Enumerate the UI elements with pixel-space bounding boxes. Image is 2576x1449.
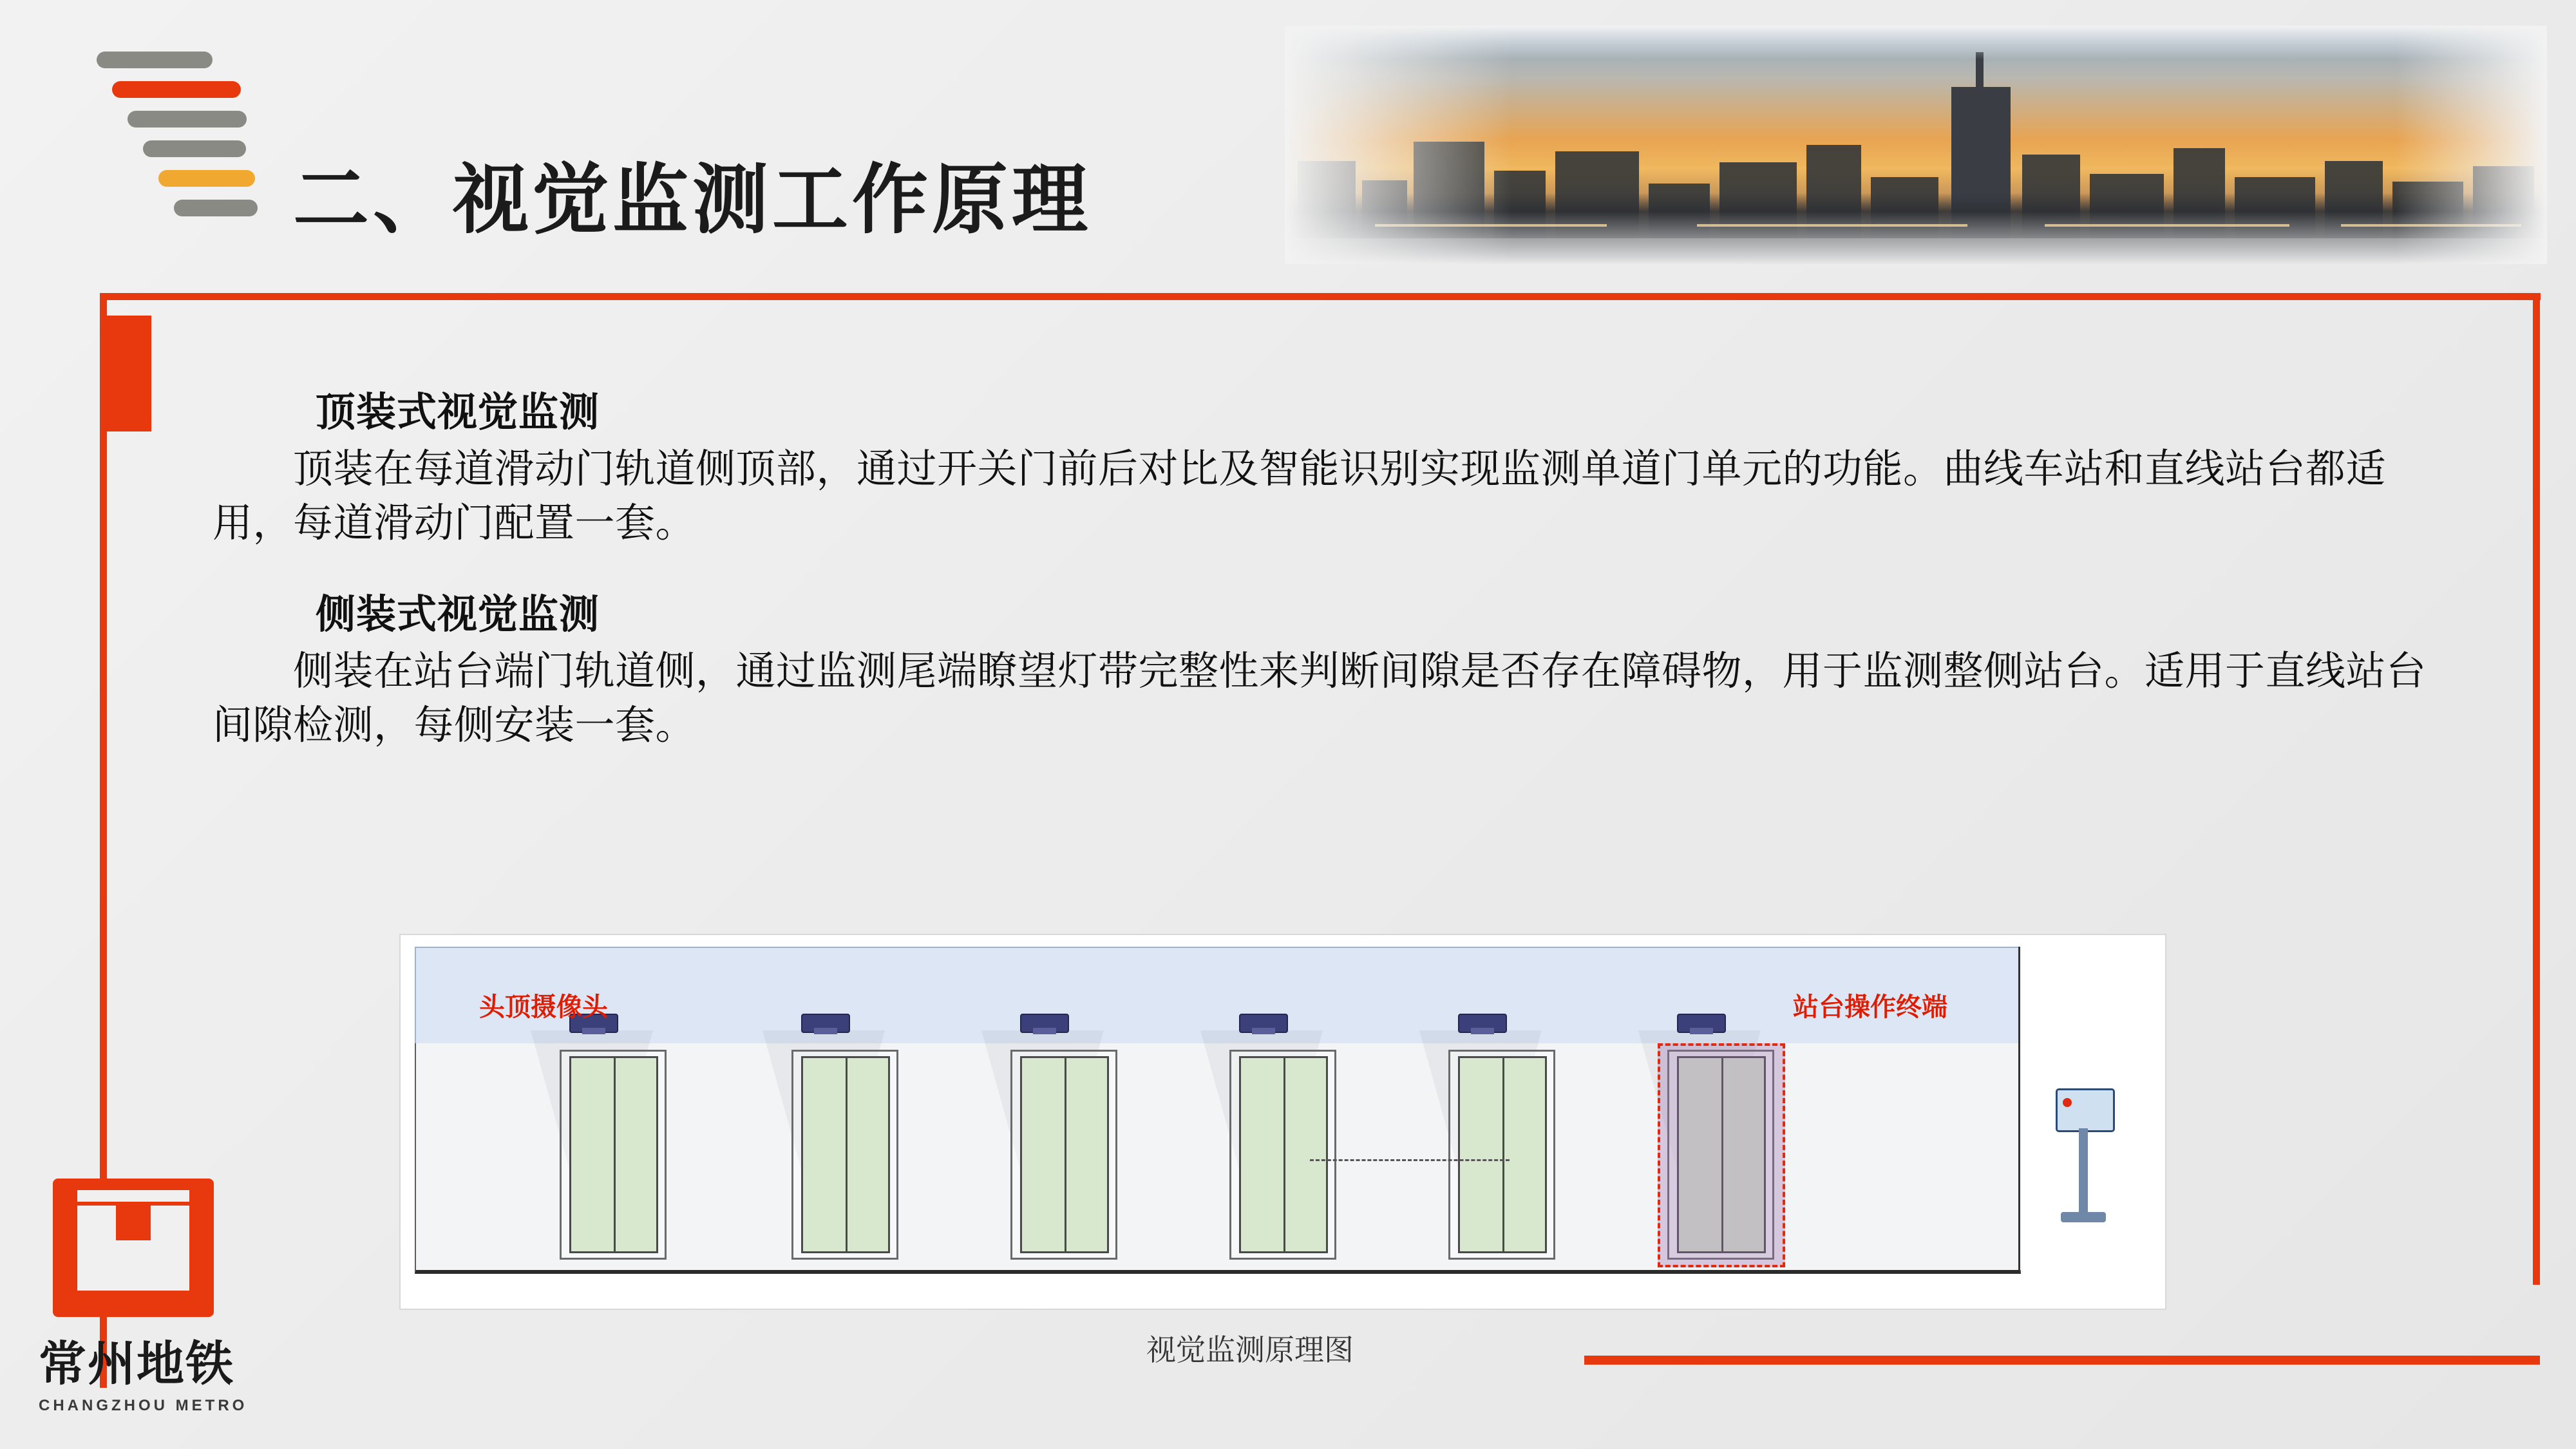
- sliding-door-5: [1458, 1056, 1547, 1253]
- section-heading-top-mounted: 顶装式视觉监测: [316, 391, 600, 435]
- terminal-screen: [2056, 1088, 2115, 1132]
- body-content: [213, 380, 2434, 770]
- section-paragraph-top-mounted: 顶装在每道滑动门轨道侧顶部，通过开关门前后对比及智能识别实现监测单道门单元的功能。曲线车站和直线站台都适用，每道滑动门配置一套。: [213, 448, 2387, 546]
- terminal-pole: [2079, 1128, 2088, 1212]
- overhead-camera-5: [1458, 1014, 1507, 1033]
- terminal-base: [2061, 1212, 2106, 1222]
- header-divider-line: [100, 293, 2541, 300]
- changzhou-metro-logo: [39, 1179, 270, 1414]
- sliding-door-4: [1239, 1056, 1328, 1253]
- diagram-inner: [415, 947, 2147, 1282]
- overhead-camera-4: [1239, 1014, 1288, 1033]
- title-bar-2: [112, 81, 241, 98]
- platform-operation-terminal: [2056, 1088, 2111, 1236]
- figure-caption: 视觉监测原理图: [1146, 1334, 1354, 1367]
- page-title: 二、视觉监测工作原理: [293, 158, 1092, 243]
- sliding-door-1: [569, 1056, 658, 1253]
- logo-name-en: CHANGZHOU METRO: [39, 1397, 248, 1414]
- title-decoration-bars: [97, 52, 309, 258]
- overhead-camera-6: [1677, 1014, 1726, 1033]
- section-paragraph-side-mounted: 侧装在站台端门轨道侧，通过监测尾端瞭望灯带完整性来判断间隙是否存在障碍物，用于监测整侧站台。适用于直线站台间隙检测，每侧安装一套。: [213, 649, 2427, 748]
- frame-bottom-line: [1584, 1356, 2540, 1365]
- label-overhead-camera: 头顶摄像头: [479, 993, 608, 1021]
- terminal-indicator-dot: [2063, 1098, 2072, 1107]
- sliding-door-3: [1020, 1056, 1109, 1253]
- diagram-visual-monitoring: [399, 934, 2166, 1310]
- monitored-door-highlight: [1658, 1043, 1785, 1267]
- title-bar-1: [97, 52, 213, 68]
- metro-logo-mark-icon: [53, 1179, 214, 1317]
- title-bar-6: [174, 200, 258, 216]
- logo-name-cn: 常州地铁: [39, 1338, 234, 1391]
- platform-gap-dashed-line: [1310, 1159, 1510, 1161]
- title-bar-4: [143, 140, 246, 157]
- frame-left-accent-block: [100, 316, 151, 431]
- header-cityscape-photo: [1285, 26, 2547, 264]
- sliding-door-2: [801, 1056, 890, 1253]
- frame-right-line: [2533, 293, 2540, 1285]
- title-bar-5: [158, 170, 255, 187]
- overhead-camera-2: [801, 1014, 850, 1033]
- section-heading-side-mounted: 侧装式视觉监测: [316, 592, 600, 637]
- overhead-camera-3: [1020, 1014, 1069, 1033]
- title-bar-3: [128, 111, 247, 128]
- label-platform-terminal: 站台操作终端: [1793, 993, 1947, 1021]
